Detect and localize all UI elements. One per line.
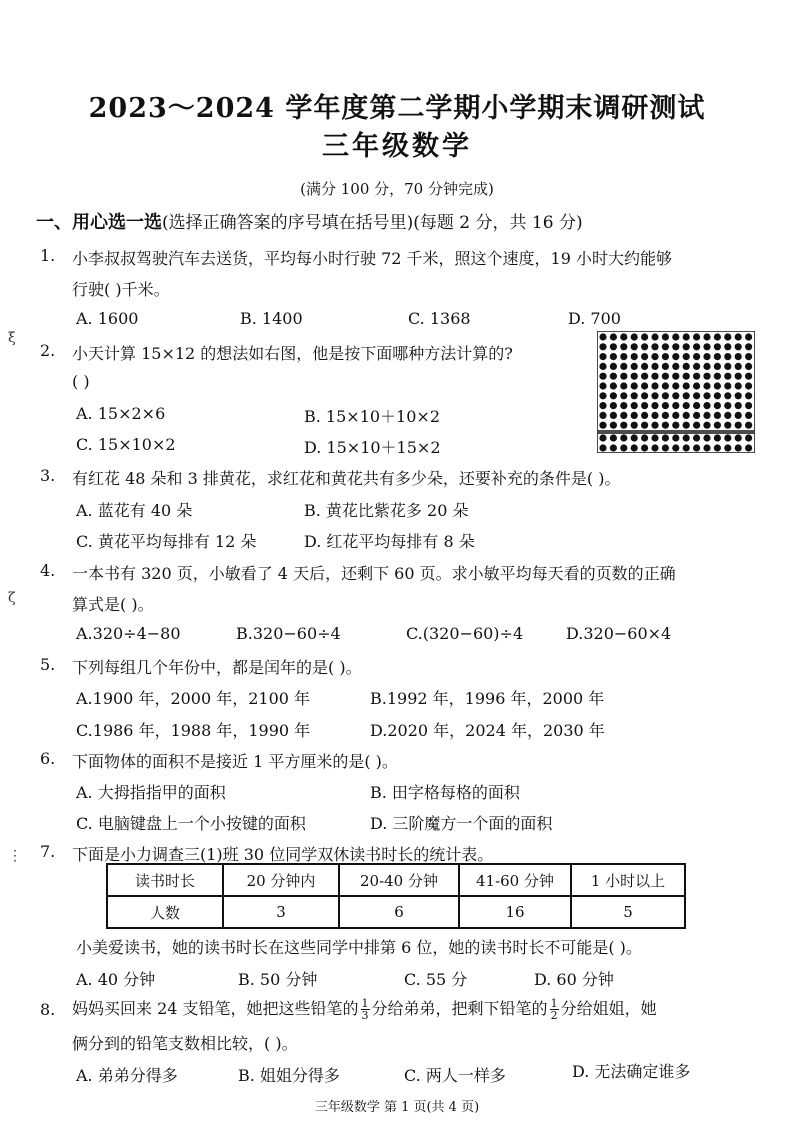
dot: [662, 402, 669, 409]
dot: [735, 363, 742, 370]
dot: [662, 382, 669, 389]
dot: [714, 353, 721, 360]
dot: [631, 333, 638, 340]
dot: [735, 402, 742, 409]
dot: [662, 353, 669, 360]
table-row: [107, 896, 685, 928]
question-text: [72, 996, 657, 1021]
dot: [745, 382, 752, 389]
dot: [745, 434, 752, 441]
dot: [745, 353, 752, 360]
dot: [599, 444, 606, 451]
dot: [662, 412, 669, 419]
dot: [683, 412, 690, 419]
dot: [703, 333, 710, 340]
dot: [631, 444, 638, 451]
table-cell: 20 分钟内: [223, 864, 339, 896]
dot: [641, 373, 648, 380]
option-d[interactable]: D. 15×10＋15×2: [304, 438, 441, 457]
table-cell: 16: [459, 896, 571, 928]
option-d[interactable]: D. 三阶魔方一个面的面积: [370, 814, 553, 833]
fraction-denominator: 3: [361, 1009, 369, 1022]
dot: [735, 422, 742, 429]
option-a[interactable]: A. 弟弟分得多: [76, 1066, 178, 1085]
dot: [714, 434, 721, 441]
question-text: 小李叔叔驾驶汽车去送货，平均每小时行驶 72 千米，照这个速度，19 小时大约能够: [72, 249, 672, 268]
dot: [724, 412, 731, 419]
dot: [651, 373, 658, 380]
dot: [735, 353, 742, 360]
question-text: 小美爱读书，她的读书时长在这些同学中排第 6 位，她的读书时长不可能是( )。: [76, 938, 642, 957]
dot: [599, 402, 606, 409]
option-c[interactable]: C. 黄花平均每排有 12 朵: [76, 532, 257, 551]
dot: [599, 333, 606, 340]
dot: [745, 444, 752, 451]
dot: [662, 422, 669, 429]
option-c[interactable]: C. 15×10×2: [76, 435, 176, 454]
dot: [599, 382, 606, 389]
question-number: 6.: [40, 749, 56, 768]
dot: [745, 363, 752, 370]
margin-mark: ξ: [8, 330, 16, 346]
dot: [703, 392, 710, 399]
dot: [610, 353, 617, 360]
question-text-part: 分给姐姐，她: [560, 999, 657, 1018]
table-header-row: [107, 864, 685, 896]
option-c[interactable]: C. 电脑键盘上一个小按键的面积: [76, 814, 306, 833]
dot: [745, 392, 752, 399]
dot: [662, 373, 669, 380]
option-c[interactable]: C. 55 分: [404, 970, 468, 989]
dot: [620, 422, 627, 429]
dot: [620, 353, 627, 360]
section-1-instructions: (选择正确答案的序号填在括号里)(每题 2 分，共 16 分): [162, 213, 583, 233]
question-text: 俩分到的铅笔支数相比较，( )。: [72, 1034, 298, 1053]
dot: [631, 392, 638, 399]
option-a[interactable]: A. 15×2×6: [76, 404, 166, 423]
dot-array-figure: [597, 331, 755, 453]
fraction-numerator: 1: [361, 997, 369, 1010]
reading-time-table: [106, 863, 686, 929]
dot: [735, 412, 742, 419]
option-d[interactable]: D. 700: [568, 309, 621, 328]
dot: [672, 353, 679, 360]
question-text: 算式是( )。: [72, 595, 154, 614]
dot: [693, 373, 700, 380]
dot: [620, 412, 627, 419]
dot: [651, 363, 658, 370]
dot: [724, 343, 731, 350]
dot: [724, 333, 731, 340]
dot: [651, 444, 658, 451]
dot: [724, 444, 731, 451]
dot: [599, 422, 606, 429]
option-d[interactable]: D. 无法确定谁多: [572, 1062, 691, 1081]
exam-title: 2023～2024 学年度第二学期小学期末调研测试: [88, 93, 706, 124]
question-text: 有红花 48 朵和 3 排黄花，求红花和黄花共有多少朵，还要补充的条件是( )。: [72, 469, 621, 488]
section-1-title: 一、用心选一选: [36, 212, 162, 233]
dot: [714, 363, 721, 370]
dot: [672, 382, 679, 389]
dot: [620, 343, 627, 350]
question-text-part: 妈妈买回来 24 支铅笔，她把这些铅笔的: [72, 999, 359, 1018]
question-number: 8.: [40, 1000, 56, 1019]
question-text: 下列每组几个年份中，都是闰年的是( )。: [72, 658, 362, 677]
dot: [662, 444, 669, 451]
dot: [631, 402, 638, 409]
page-footer: 三年级数学 第 1 页(共 4 页): [314, 1100, 480, 1115]
dot: [641, 444, 648, 451]
dot: [641, 382, 648, 389]
dot: [610, 333, 617, 340]
dot: [672, 363, 679, 370]
dot: [745, 343, 752, 350]
dot: [724, 382, 731, 389]
dot: [703, 363, 710, 370]
dot: [703, 444, 710, 451]
dot: [745, 333, 752, 340]
dot: [724, 363, 731, 370]
dot: [714, 444, 721, 451]
dot: [631, 412, 638, 419]
dot: [631, 373, 638, 380]
dot: [610, 434, 617, 441]
option-a[interactable]: A.1900 年，2000 年，2100 年: [76, 689, 311, 708]
dot: [651, 343, 658, 350]
option-c[interactable]: C.(320−60)÷4: [406, 624, 524, 643]
dot: [610, 392, 617, 399]
dot: [724, 422, 731, 429]
option-b[interactable]: B.1992 年，1996 年，2000 年: [370, 689, 605, 708]
exam-subtitle: 三年级数学: [322, 131, 472, 162]
dot: [683, 343, 690, 350]
answer-blank[interactable]: ( ): [72, 372, 90, 391]
dot: [724, 392, 731, 399]
option-b[interactable]: B.320−60÷4: [236, 624, 341, 643]
dot: [724, 434, 731, 441]
dot: [703, 422, 710, 429]
dot: [714, 382, 721, 389]
dot: [662, 343, 669, 350]
dot: [610, 402, 617, 409]
dot: [599, 434, 606, 441]
question-text: 下面是小力调查三(1)班 30 位同学双休读书时长的统计表。: [72, 845, 494, 864]
fraction-numerator: 1: [550, 997, 558, 1010]
dot: [693, 363, 700, 370]
dot: [703, 373, 710, 380]
question-number: 4.: [40, 561, 56, 580]
table-cell: 读书时长: [107, 864, 223, 896]
option-a[interactable]: A. 40 分钟: [76, 970, 156, 989]
table-cell: 6: [339, 896, 459, 928]
section-1-heading: [36, 208, 583, 234]
dot: [693, 444, 700, 451]
dot: [672, 422, 679, 429]
dot: [641, 434, 648, 441]
question-text: 小天计算 15×12 的想法如右图，他是按下面哪种方法计算的?: [72, 344, 513, 363]
dot: [735, 382, 742, 389]
dot: [714, 392, 721, 399]
dot: [610, 422, 617, 429]
dot: [683, 434, 690, 441]
exam-info: (满分 100 分，70 分钟完成): [300, 180, 494, 198]
dot: [745, 373, 752, 380]
option-c[interactable]: C.1986 年，1988 年，1990 年: [76, 721, 311, 740]
option-d[interactable]: D. 红花平均每排有 8 朵: [304, 532, 475, 551]
dot: [672, 343, 679, 350]
dot: [599, 363, 606, 370]
dot: [703, 434, 710, 441]
option-a[interactable]: A. 1600: [76, 309, 139, 328]
dot: [610, 373, 617, 380]
question-text: 一本书有 320 页，小敏看了 4 天后，还剩下 60 页。求小敏平均每天看的页数的正确: [72, 564, 676, 583]
dot: [641, 422, 648, 429]
dot: [620, 392, 627, 399]
dot: [745, 422, 752, 429]
question-number: 3.: [40, 466, 56, 485]
dot: [662, 392, 669, 399]
dot: [651, 382, 658, 389]
dot: [693, 343, 700, 350]
dot: [693, 333, 700, 340]
table-cell: 5: [571, 896, 685, 928]
dot: [651, 434, 658, 441]
dot: [620, 434, 627, 441]
dot: [683, 402, 690, 409]
dot: [683, 333, 690, 340]
dot: [631, 434, 638, 441]
option-a[interactable]: A. 蓝花有 40 朵: [76, 501, 193, 520]
dot: [641, 363, 648, 370]
margin-mark: ζ: [8, 590, 16, 606]
dot: [683, 422, 690, 429]
option-b[interactable]: B. 姐姐分得多: [238, 1066, 340, 1085]
dot: [693, 353, 700, 360]
dot: [724, 402, 731, 409]
dot: [651, 333, 658, 340]
question-number: 7.: [40, 842, 56, 861]
question-text-part: 分给弟弟，把剩下铅笔的: [371, 999, 548, 1018]
dot: [631, 343, 638, 350]
dot: [599, 343, 606, 350]
dot: [745, 402, 752, 409]
question-number: 5.: [40, 655, 56, 674]
option-c[interactable]: C. 两人一样多: [404, 1066, 506, 1085]
dot: [735, 434, 742, 441]
dot: [662, 363, 669, 370]
dot: [610, 363, 617, 370]
dot: [641, 353, 648, 360]
dot: [610, 412, 617, 419]
dot: [683, 373, 690, 380]
dot: [683, 353, 690, 360]
table-cell: 41-60 分钟: [459, 864, 571, 896]
dot: [599, 373, 606, 380]
option-c[interactable]: C. 1368: [408, 309, 471, 328]
dot: [714, 373, 721, 380]
dot: [714, 422, 721, 429]
dot: [703, 343, 710, 350]
dot: [620, 363, 627, 370]
option-d[interactable]: D. 60 分钟: [534, 970, 614, 989]
dot: [631, 353, 638, 360]
dot: [703, 353, 710, 360]
dot: [672, 333, 679, 340]
table-cell: 1 小时以上: [571, 864, 685, 896]
option-a[interactable]: A.320÷4−80: [76, 624, 181, 643]
dot: [693, 422, 700, 429]
dot: [620, 444, 627, 451]
dot: [683, 382, 690, 389]
question-number: 2.: [40, 341, 56, 360]
dot: [735, 444, 742, 451]
dot: [683, 363, 690, 370]
dot: [641, 392, 648, 399]
option-a[interactable]: A. 大拇指指甲的面积: [76, 783, 226, 802]
dot: [683, 392, 690, 399]
dot: [631, 382, 638, 389]
option-b[interactable]: B. 50 分钟: [238, 970, 318, 989]
dot: [610, 343, 617, 350]
dot: [610, 382, 617, 389]
dot: [672, 412, 679, 419]
option-b[interactable]: B. 黄花比紫花多 20 朵: [304, 501, 469, 520]
option-b[interactable]: B. 1400: [240, 309, 303, 328]
dot: [703, 412, 710, 419]
dot: [672, 444, 679, 451]
option-d[interactable]: D.320−60×4: [566, 624, 672, 643]
dot: [724, 373, 731, 380]
dot: [714, 333, 721, 340]
dot: [693, 434, 700, 441]
dot: [714, 402, 721, 409]
fraction-one-half: [550, 998, 559, 1021]
dot: [735, 333, 742, 340]
table-cell: 20-40 分钟: [339, 864, 459, 896]
dot: [703, 382, 710, 389]
dot: [651, 392, 658, 399]
dot: [703, 402, 710, 409]
dot: [641, 333, 648, 340]
option-d[interactable]: D.2020 年，2024 年，2030 年: [370, 721, 605, 740]
dot: [735, 373, 742, 380]
dot: [662, 333, 669, 340]
dot: [651, 422, 658, 429]
dot: [631, 422, 638, 429]
option-b[interactable]: B. 15×10＋10×2: [304, 407, 441, 426]
option-b[interactable]: B. 田字格每格的面积: [370, 783, 520, 802]
fraction-denominator: 2: [550, 1009, 558, 1022]
dot: [672, 402, 679, 409]
dot: [693, 402, 700, 409]
dot: [610, 444, 617, 451]
dot: [735, 343, 742, 350]
table-cell: 人数: [107, 896, 223, 928]
dot: [683, 444, 690, 451]
dot: [693, 382, 700, 389]
dot: [641, 343, 648, 350]
dot: [651, 353, 658, 360]
table-cell: 3: [223, 896, 339, 928]
dot: [672, 392, 679, 399]
dot: [641, 402, 648, 409]
dot: [599, 392, 606, 399]
dot: [672, 434, 679, 441]
dot: [599, 353, 606, 360]
dot: [620, 373, 627, 380]
fraction-one-third: [361, 998, 370, 1021]
question-number: 1.: [40, 246, 56, 265]
dot: [714, 343, 721, 350]
dot: [693, 412, 700, 419]
dot: [735, 392, 742, 399]
dot: [620, 333, 627, 340]
dot: [631, 363, 638, 370]
dot: [620, 402, 627, 409]
question-text: 下面物体的面积不是接近 1 平方厘米的是( )。: [72, 752, 398, 771]
dot: [714, 412, 721, 419]
dot: [662, 434, 669, 441]
dot: [651, 412, 658, 419]
question-text: 行驶( )千米。: [72, 280, 170, 299]
dot: [693, 392, 700, 399]
dot: [724, 353, 731, 360]
dot: [672, 373, 679, 380]
dot: [641, 412, 648, 419]
dot: [620, 382, 627, 389]
margin-mark: ⋮: [8, 848, 22, 864]
dot: [651, 402, 658, 409]
dot: [599, 412, 606, 419]
dot: [745, 412, 752, 419]
